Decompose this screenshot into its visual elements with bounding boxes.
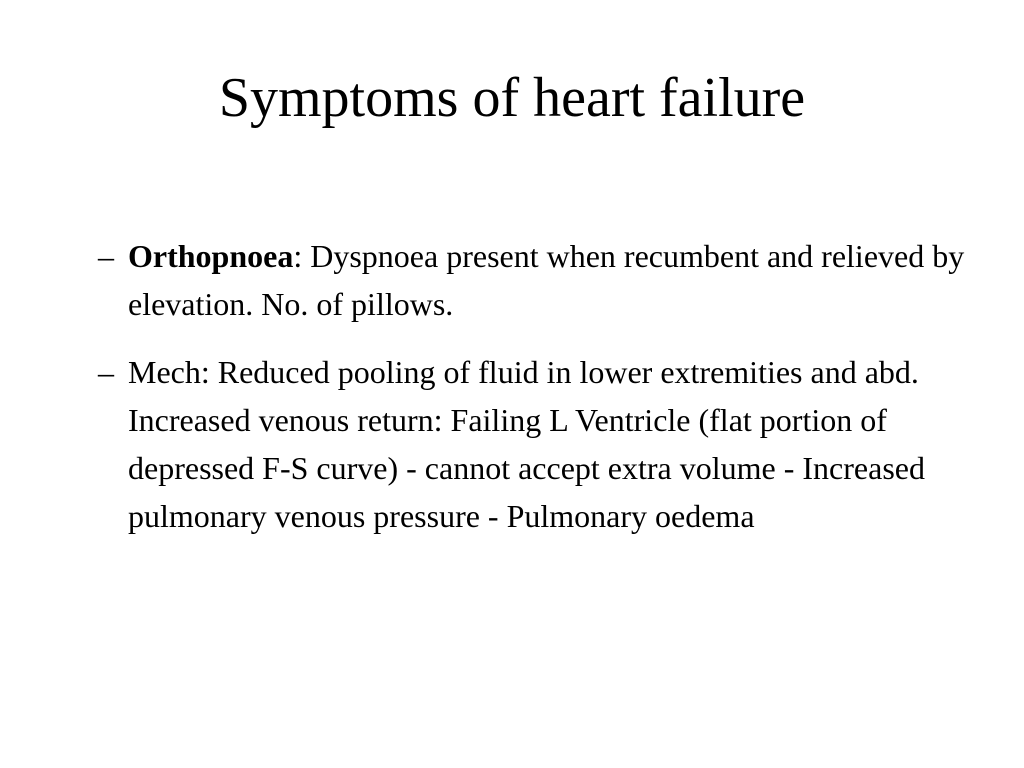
bullet-text: Mech: Reduced pooling of fluid in lower extremities and abd. Increased venous return: Failing L Ventricle (flat portion of depressed F-S curve) - cannot accept extra volume - Increased pulmonary venous pressure - Pulmonary oedema <box>128 354 925 534</box>
bullet-list <box>98 232 978 560</box>
bullet-orthopnoea <box>98 232 978 328</box>
dash-bullet-icon: – <box>98 354 114 390</box>
slide-title: Symptoms of heart failure <box>218 67 806 129</box>
bullet-mechanism <box>98 348 978 540</box>
bullet-term: Orthopnoea <box>128 238 294 274</box>
dash-bullet-icon: – <box>98 238 114 274</box>
bullet-text: : Dyspnoea present when recumbent and relieved by elevation. No. of pillows. <box>128 238 965 322</box>
